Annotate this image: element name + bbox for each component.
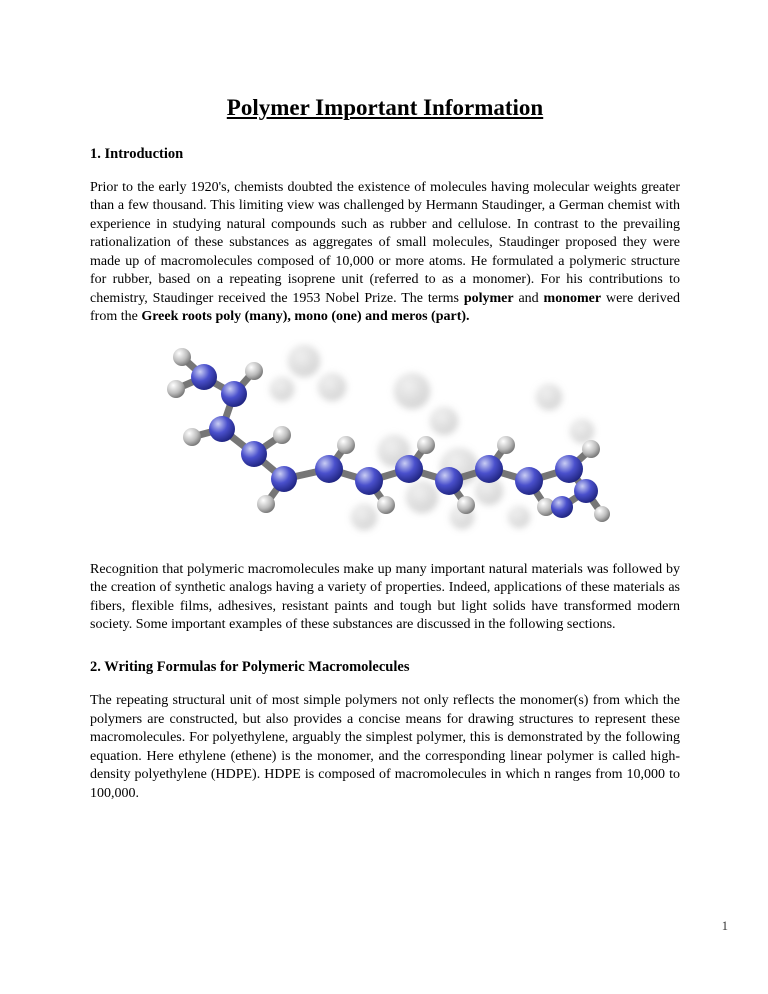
polymer-molecule-image [154, 339, 610, 545]
emphasized-term: Greek roots poly (many), mono (one) and meros (part). [141, 309, 470, 325]
polymer-molecule-figure [154, 339, 610, 545]
introduction-paragraph [90, 179, 680, 327]
section-heading-introduction: 1. Introduction [90, 145, 184, 162]
page-title: Polymer Important Information [226, 95, 544, 120]
emphasized-term: monomer [543, 290, 602, 306]
text-run: and [513, 290, 544, 306]
text-run: were derived from the [90, 290, 680, 325]
emphasized-term: polymer [463, 290, 514, 306]
section-heading-writing-formulas: 2. Writing Formulas for Polymeric Macromolecules [90, 658, 410, 675]
text-run: Prior to the early 1920's, chemists doubted the existence of molecules having molecular weights greater than a few thousand. This limiting view was challenged by Hermann Staudinger, a German chemist with experience in studying natural compounds such as rubber and cellulose. In contrast to the prevailing rationalization of these substances as aggregates of small molecules, Staudinger proposed they were made up of macromolecules composed of 10,000 or more atoms. He formulated a polymeric structure for rubber, based on a repeating isoprene unit (referred to as a monomer). For his contributions to chemistry, Staudinger received the 1953 Nobel Prize. The terms [90, 179, 680, 306]
recognition-paragraph: Recognition that polymeric macromolecules make up many important natural materials was followed by the creation of synthetic analogs having a variety of properties. Indeed, applications of these materials as fibers, flexible films, adhesives, resistant paints and tough but light solids have transformed modern society. Some important examples of these substances are discussed in the following sections. [90, 561, 680, 633]
formulas-paragraph: The repeating structural unit of most simple polymers not only reflects the monomer(s) from which the polymers are constructed, but also provides a concise means for drawing structures to represent these macromolecules. For polyethylene, arguably the simplest polymer, this is demonstrated by the following equation. Here ethylene (ethene) is the monomer, and the corresponding linear polymer is called high-density polyethylene (HDPE). HDPE is composed of macromolecules in which n ranges from 10,000 to 100,000. [90, 693, 680, 801]
page-number: 1 [721, 919, 728, 933]
